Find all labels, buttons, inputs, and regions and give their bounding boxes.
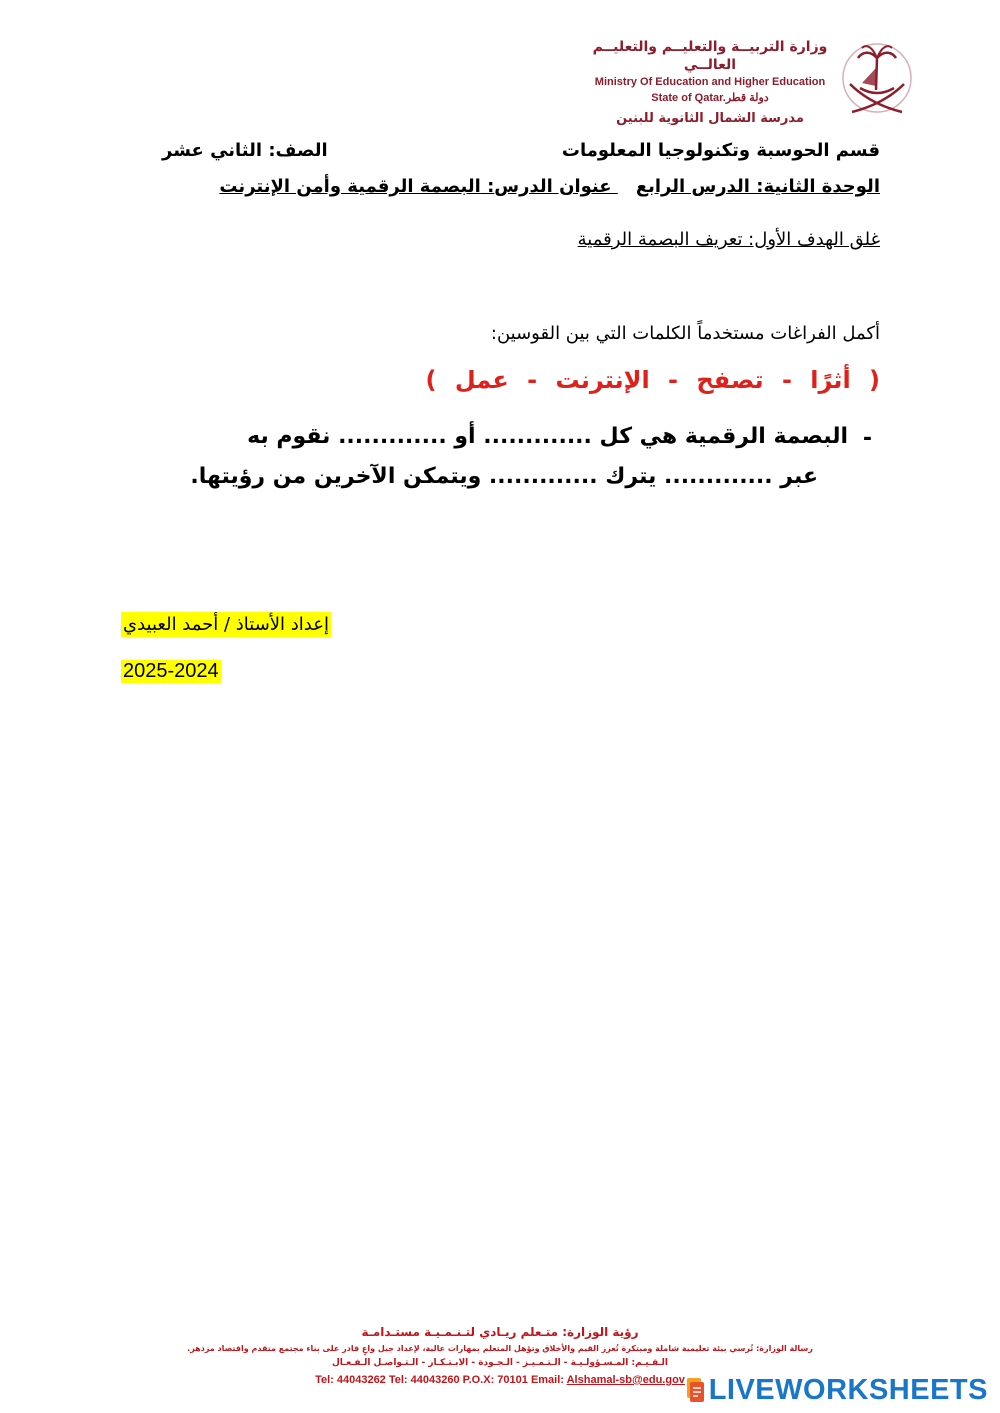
contact-email[interactable]: Alshamal-sb@edu.gov: [566, 1374, 685, 1386]
department-title: قسم الحوسبة وتكنولوجيا المعلومات: [561, 140, 880, 161]
grade-label: الصف: الثاني عشر: [162, 140, 328, 161]
exercise-instruction: أكمل الفراغات مستخدماً الكلمات التي بين القوسين:: [490, 323, 880, 344]
fill-blank-sentence-line-1[interactable]: البصمة الرقمية هي كل ............. أو ............. نقوم به: [247, 424, 848, 449]
bullet-dash: -: [862, 426, 872, 451]
prepared-by: إعداد الأستاذ / أحمد العبيدي: [123, 614, 329, 635]
academic-year: 2025-2024: [123, 660, 219, 682]
fill-blank-sentence-line-2[interactable]: عبر ............. يترك ............. ويتمكن الآخرين من رؤيتها.: [190, 464, 818, 489]
ministry-vision: رؤية الوزارة: متـعلم ريـادي لتـنـمـيـة مستـدامـة: [361, 1325, 639, 1339]
ministry-name-english: Ministry Of Education and Higher Education: [594, 76, 826, 88]
lesson-label: الدرس الرابع: [635, 176, 750, 197]
lesson-title: البصمة الرقمية وأمن الإنترنت: [219, 176, 481, 197]
liveworksheets-logo[interactable]: [685, 1372, 988, 1408]
lesson-title-label: عنوان الدرس: [494, 176, 612, 197]
qatar-emblem-icon: [840, 38, 914, 118]
ministry-values: الـقـيـم: المـسـؤولـيـة - الـتـمـيـز - الـجـودة - الابـتـكـار - الـتـواصـل الـفـعـال: [331, 1358, 669, 1368]
word-bank: ( أثرًا - تصفح - الإنترنت - عمل ): [425, 366, 880, 394]
learning-goal: غلق الهدف الأول: تعريف البصمة الرقمية: [577, 229, 880, 250]
state-of-qatar: State of Qatar.دولة قطر: [651, 92, 769, 104]
unit-label: الوحدة الثانية: [763, 176, 880, 197]
contact-phones: Tel: 44043262 Tel: 44043260 P.O.X: 70101 Email:: [315, 1374, 564, 1386]
lesson-heading: الوحدة الثانية: الدرس الرابع عنوان الدرس: البصمة الرقمية وأمن الإنترنت: [219, 176, 880, 197]
school-name: مدرسة الشمال الثانوية للبنين: [616, 111, 804, 126]
ministry-mission: رسالة الوزارة: تُرسي بيئة تعليمية شاملة ومبتكرة تُعزز القيم والأخلاق وتؤهل المتعلم بمهارات عالية، لإعداد جيل واعٍ قادر على بناء مجتمع متقدم واقتصاد مزدهر.: [187, 1344, 813, 1353]
liveworksheets-text: LIVEWORKSHEETS: [708, 1373, 988, 1406]
liveworksheets-icon: [685, 1376, 705, 1404]
ministry-header: [590, 38, 830, 130]
ministry-name-arabic: وزارة التربيــة والتعليــم والتعليــم العالــي: [592, 39, 828, 73]
